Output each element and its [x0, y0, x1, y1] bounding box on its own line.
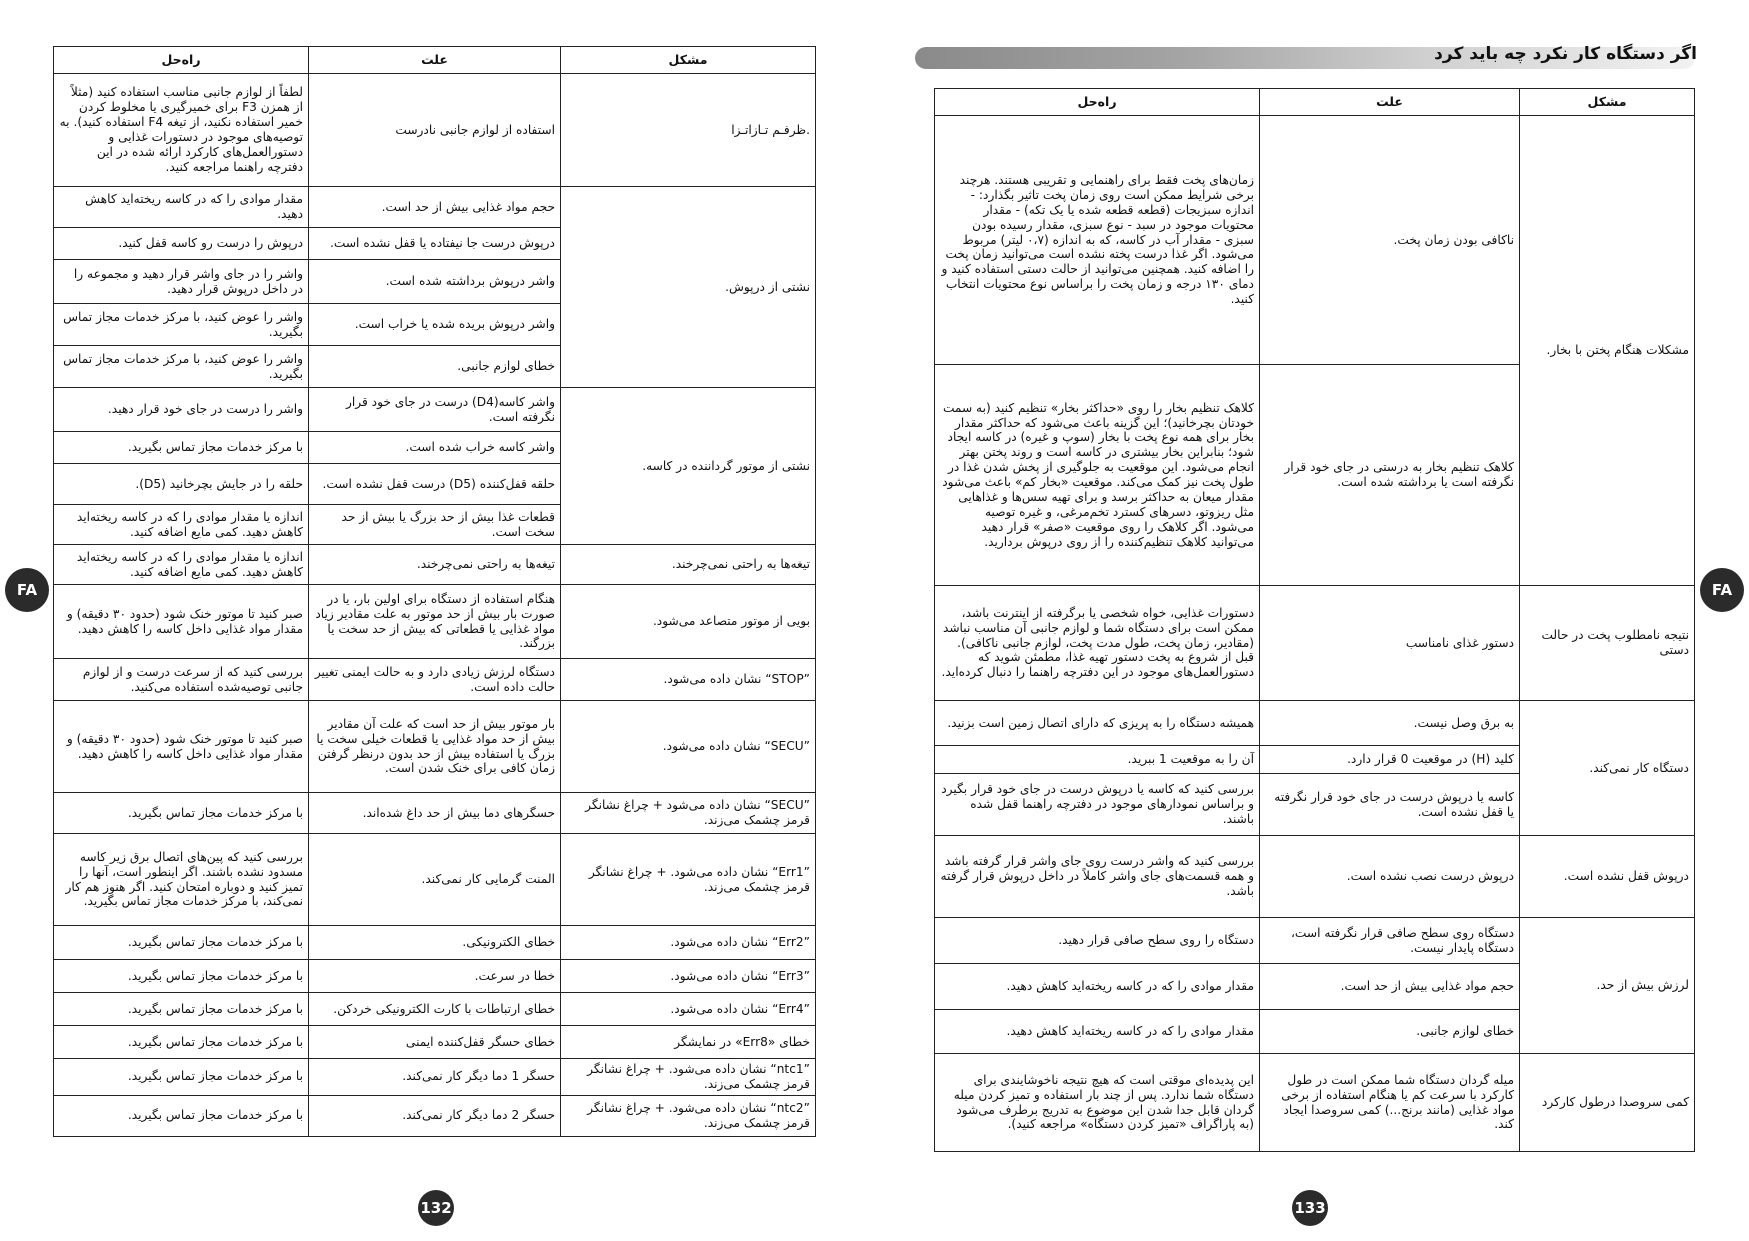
cause-cell: به برق وصل نیست.: [1260, 701, 1520, 746]
cause-cell: میله گردان دستگاه شما ممکن است در طول کارکرد با سرعت کم یا هنگام استفاده از برخی مواد غذایی (مانند برنج...) کمی سروصدا ایجاد کند.: [1260, 1054, 1520, 1152]
cause-cell: واشر درپوش بریده شده یا خراب است.: [309, 304, 561, 346]
problem-cell: خطای «Err8» در نمایشگر: [561, 1026, 816, 1059]
solution-cell: کلاهک تنظیم بخار را روی «حداکثر بخار» تنظیم کنید (به سمت خودتان بچرخانید)؛ این گزینه باعث می‌شود که حداکثر مقدار بخار برای همه نوع پخت با بخار (سوپ و غیره) در کاسه ایجاد شود؛ بنابراین بخار بیشتری در کاسه است و روند پختن بهتر انجام می‌شود. این موقعیت به جلوگیری از پخش شدن غذا در طول پخت نیز کمک می‌کند. موقعیت «بخار کم» باعث می‌شود مقدار میعان به حداکثر برسد و برای تهیه سس‌ها و غذاهایی مثل ریزوتو، دسرهای کسترد تخم‌مرغی، و غیره توصیه می‌شود. اگر کلاهک را روی موقعیت «صفر» قرار دهید می‌توانید کلاهک تنظیم‌کننده را از روی درپوش بردارید.: [935, 365, 1260, 586]
solution-cell: دستورات غذایی، خواه شخصی یا برگرفته از اینترنت باشد، ممکن است برای دستگاه شما و لوازم جانبی آن مناسب نباشد (مقادیر، زمان پخت، طول مدت پخت، لوازم جانبی ناکافی). قبل از شروع به پخت دستور تهیه غذا، مطمئن شوید که دستورالعمل‌های موجود در این دفترچه راهنما را دنبال کرده‌اید.: [935, 586, 1260, 701]
problem-cell: ”STOP“ نشان داده می‌شود.: [561, 659, 816, 701]
cause-cell: دستگاه لرزش زیادی دارد و به حالت ایمنی تغییر حالت داده است.: [309, 659, 561, 701]
problem-cell: .ظرفـم تـازاتـزا: [561, 74, 816, 187]
cause-cell: حجم مواد غذایی بیش از حد است.: [1260, 964, 1520, 1010]
table-row: [54, 1095, 816, 1136]
cause-cell: ناکافی بودن زمان پخت.: [1260, 116, 1520, 365]
solution-cell: لطفاً از لوازم جانبی مناسب استفاده کنید (مثلاً از همزن F3 برای خمیرگیری یا مخلوط کردن خمیر استفاده نکنید، از تیغه F4 استفاده کنید). به توصیه‌های موجود در دستورات غذایی و دستورالعمل‌های کارکرد ارائه شده در این دفترچه راهنما مراجعه کنید.: [54, 74, 309, 187]
problem-cell: ”Err3“ نشان داده می‌شود.: [561, 960, 816, 993]
cause-cell: خطای ارتباطات با کارت الکترونیکی خردکن.: [309, 993, 561, 1026]
cause-cell: خطای حسگر قفل‌کننده ایمنی: [309, 1026, 561, 1059]
solution-cell: واشر را عوض کنید، با مرکز خدمات مجاز تماس بگیرید.: [54, 346, 309, 388]
header-problem: مشکل: [561, 47, 816, 74]
solution-cell: حلقه را در جایش بچرخانید (D5).: [54, 464, 309, 505]
solution-cell: با مرکز خدمات مجاز تماس بگیرید.: [54, 993, 309, 1026]
solution-cell: با مرکز خدمات مجاز تماس بگیرید.: [54, 1059, 309, 1096]
cause-cell: المنت گرمایی کار نمی‌کند.: [309, 834, 561, 926]
page-title: اگر دستگاه کار نکرد چه باید کرد: [1434, 44, 1697, 64]
table-row: [54, 926, 816, 960]
solution-cell: مقدار موادی را که در کاسه ریخته‌اید کاهش دهید.: [54, 187, 309, 228]
cause-cell: حسگر 1 دما دیگر کار نمی‌کند.: [309, 1059, 561, 1096]
solution-cell: صبر کنید تا موتور خنک شود (حدود ۳۰ دقیقه) و مقدار مواد غذایی داخل کاسه را کاهش دهید.: [54, 701, 309, 793]
table-row: [54, 545, 816, 585]
header-cause: علت: [309, 47, 561, 74]
solution-cell: درپوش را درست رو کاسه قفل کنید.: [54, 228, 309, 260]
solution-cell: زمان‌های پخت فقط برای راهنمایی و تقریبی هستند. هرچند برخی شرایط ممکن است روی زمان پخت تاثیر بگذارد: - اندازه سبزیجات (قطعه قطعه شده یا یک تکه) - مقدار محتویات موجود در سبد - نوع سبزی، مقدار رسیده بودن سبزی - مقدار آب در کاسه، که به اندازه (۰،۷ لیتر) مربوط می‌شود. اگر غذا درست پخته نشده است می‌توانید زمان پخت را اضافه کنید. همچنین می‌توانید از حالت دستی استفاده کنید و دمای ۱۳۰ درجه و زمان پخت را براساس نوع محتویات انتخاب کنید.: [935, 116, 1260, 365]
cause-cell: قطعات غذا بیش از حد بزرگ یا بیش از حد سخت است.: [309, 505, 561, 545]
solution-cell: مقدار موادی را که در کاسه ریخته‌اید کاهش دهید.: [935, 1010, 1260, 1054]
cause-cell: خطای لوازم جانبی.: [309, 346, 561, 388]
solution-cell: مقدار موادی را که در کاسه ریخته‌اید کاهش دهید.: [935, 964, 1260, 1010]
cause-cell: درپوش درست نصب نشده است.: [1260, 836, 1520, 918]
cause-cell: حلقه قفل‌کننده (D5) درست قفل نشده است.: [309, 464, 561, 505]
solution-cell: واشر را عوض کنید، با مرکز خدمات مجاز تماس بگیرید.: [54, 304, 309, 346]
cause-cell: کاسه یا درپوش درست در جای خود قرار نگرفته یا قفل نشده است.: [1260, 774, 1520, 836]
cause-cell: واشر کاسه خراب شده است.: [309, 432, 561, 464]
solution-cell: آن را به موقعیت 1 ببرید.: [935, 746, 1260, 774]
header-solution: راه‌حل: [935, 89, 1260, 116]
header-cause: علت: [1260, 89, 1520, 116]
solution-cell: دستگاه را روی سطح صافی قرار دهید.: [935, 918, 1260, 964]
solution-cell: با مرکز خدمات مجاز تماس بگیرید.: [54, 432, 309, 464]
table-row: [935, 918, 1695, 964]
problem-cell: مشکلات هنگام پختن با بخار.: [1520, 116, 1695, 586]
table-row: [54, 74, 816, 187]
solution-cell: واشر را در جای واشر قرار دهید و مجموعه را در داخل درپوش قرار دهید.: [54, 260, 309, 304]
table-header-row: [54, 47, 816, 74]
cause-cell: درپوش درست جا نیفتاده یا قفل نشده است.: [309, 228, 561, 260]
table-row: [54, 701, 816, 793]
solution-cell: اندازه یا مقدار موادی را که در کاسه ریخته‌اید کاهش دهید. کمی مایع اضافه کنید.: [54, 505, 309, 545]
table-row: [54, 1026, 816, 1059]
solution-cell: با مرکز خدمات مجاز تماس بگیرید.: [54, 926, 309, 960]
cause-cell: استفاده از لوازم جانبی نادرست: [309, 74, 561, 187]
right-troubleshooting-table: [934, 88, 1695, 1152]
problem-cell: ”ntc1“ نشان داده می‌شود. + چراغ نشانگر قرمز چشمک می‌زند.: [561, 1059, 816, 1096]
cause-cell: کلید (H) در موقعیت 0 قرار دارد.: [1260, 746, 1520, 774]
cause-cell: واشر درپوش برداشته شده است.: [309, 260, 561, 304]
solution-cell: با مرکز خدمات مجاز تماس بگیرید.: [54, 960, 309, 993]
problem-cell: درپوش قفل نشده است.: [1520, 836, 1695, 918]
table-row: [935, 701, 1695, 746]
table-row: [935, 1054, 1695, 1152]
problem-cell: تیغه‌ها به راحتی نمی‌چرخند.: [561, 545, 816, 585]
problem-cell: ”SECU“ نشان داده می‌شود.: [561, 701, 816, 793]
cause-cell: حسگرهای دما بیش از حد داغ شده‌اند.: [309, 793, 561, 834]
solution-cell: همیشه دستگاه را به پریزی که دارای اتصال زمین است بزنید.: [935, 701, 1260, 746]
cause-cell: حسگر 2 دما دیگر کار نمی‌کند.: [309, 1095, 561, 1136]
table-row: [935, 836, 1695, 918]
problem-cell: بویی از موتور متصاعد می‌شود.: [561, 585, 816, 659]
problem-cell: ”Err4“ نشان داده می‌شود.: [561, 993, 816, 1026]
problem-cell: ”ntc2“ نشان داده می‌شود. + چراغ نشانگر قرمز چشمک می‌زند.: [561, 1095, 816, 1136]
cause-cell: حجم مواد غذایی بیش از حد است.: [309, 187, 561, 228]
table-row: [54, 993, 816, 1026]
problem-cell: کمی سروصدا درطول کارکرد: [1520, 1054, 1695, 1152]
solution-cell: واشر را درست در جای خود قرار دهید.: [54, 388, 309, 432]
table-row: [935, 116, 1695, 365]
table-row: [54, 793, 816, 834]
cause-cell: کلاهک تنظیم بخار به درستی در جای خود قرار نگرفته است یا برداشته شده است.: [1260, 365, 1520, 586]
left-troubleshooting-table: [53, 46, 816, 1137]
problem-cell: دستگاه کار نمی‌کند.: [1520, 701, 1695, 836]
problem-cell: نتیجه نامطلوب پخت در حالت دستی: [1520, 586, 1695, 701]
problem-cell: ”Err2“ نشان داده می‌شود.: [561, 926, 816, 960]
left-page: [0, 0, 874, 1241]
cause-cell: خطای الکترونیکی.: [309, 926, 561, 960]
header-problem: مشکل: [1520, 89, 1695, 116]
table-row: [54, 834, 816, 926]
cause-cell: هنگام استفاده از دستگاه برای اولین بار، یا در صورت بار بیش از حد موتور به علت مقادیر زیاد مواد غذایی یا قطعاتی که بیش از حد سخت یا بزرگند.: [309, 585, 561, 659]
solution-cell: صبر کنید تا موتور خنک شود (حدود ۳۰ دقیقه) و مقدار مواد غذایی داخل کاسه را کاهش دهید.: [54, 585, 309, 659]
cause-cell: تیغه‌ها به راحتی نمی‌چرخند.: [309, 545, 561, 585]
language-badge-fa: FA: [5, 568, 49, 612]
solution-cell: بررسی کنید که کاسه یا درپوش درست در جای خود قرار بگیرد و براساس نمودارهای موجود در دفترچه راهنما قفل شده باشند.: [935, 774, 1260, 836]
header-solution: راه‌حل: [54, 47, 309, 74]
problem-cell: لرزش بیش از حد.: [1520, 918, 1695, 1054]
problem-cell: نشتی از درپوش.: [561, 187, 816, 388]
table-row: [54, 187, 816, 228]
solution-cell: بررسی کنید که پین‌های اتصال برق زیر کاسه مسدود نشده باشند. اگر اینطور است، آنها را تمیز کنید و دوباره امتحان کنید. اگر هنوز هم کار نمی‌کند، با مرکز خدمات مجاز تماس بگیرید.: [54, 834, 309, 926]
page-number: 132: [418, 1190, 454, 1226]
problem-cell: ”Err1“ نشان داده می‌شود. + چراغ نشانگر قرمز چشمک می‌زند.: [561, 834, 816, 926]
right-page: [874, 0, 1749, 1241]
cause-cell: واشر کاسه(D4) درست در جای خود قرار نگرفته است.: [309, 388, 561, 432]
table-row: [935, 586, 1695, 701]
table-header-row: [935, 89, 1695, 116]
cause-cell: دستور غذای نامناسب: [1260, 586, 1520, 701]
table-row: [54, 585, 816, 659]
solution-cell: با مرکز خدمات مجاز تماس بگیرید.: [54, 793, 309, 834]
page-number: 133: [1292, 1190, 1328, 1226]
cause-cell: خطا در سرعت.: [309, 960, 561, 993]
table-row: [54, 960, 816, 993]
table-row: [54, 1059, 816, 1096]
cause-cell: دستگاه روی سطح صافی قرار نگرفته است، دستگاه پایدار نیست.: [1260, 918, 1520, 964]
cause-cell: بار موتور بیش از حد است که علت آن مقادیر بیش از حد مواد غذایی یا قطعات خیلی سخت یا بزرگ یا استفاده بیش از حد بدون درنظر گرفتن زمان کافی برای خنک شدن است.: [309, 701, 561, 793]
table-row: [54, 659, 816, 701]
solution-cell: بررسی کنید که واشر درست روی جای واشر قرار گرفته باشد و همه قسمت‌های جای واشر کاملاً در داخل درپوش قرار گرفته باشد.: [935, 836, 1260, 918]
problem-cell: ”SECU“ نشان داده می‌شود + چراغ نشانگر قرمز چشمک می‌زند.: [561, 793, 816, 834]
solution-cell: اندازه یا مقدار موادی را که در کاسه ریخته‌اید کاهش دهید. کمی مایع اضافه کنید.: [54, 545, 309, 585]
solution-cell: با مرکز خدمات مجاز تماس بگیرید.: [54, 1095, 309, 1136]
solution-cell: بررسی کنید که از سرعت درست و از لوازم جانبی توصیه‌شده استفاده می‌کنید.: [54, 659, 309, 701]
problem-cell: نشتی از موتور گرداننده در کاسه.: [561, 388, 816, 545]
cause-cell: خطای لوازم جانبی.: [1260, 1010, 1520, 1054]
solution-cell: این پدیده‌ای موقتی است که هیچ نتیجه ناخوشایندی برای دستگاه شما ندارد. پس از چند بار استفاده و تمیز کردن میله گردان قابل جدا شدن این موضوع به تدریج برطرف می‌شود (به پاراگراف «تمیز کردن دستگاه» مراجعه کنید).: [935, 1054, 1260, 1152]
solution-cell: با مرکز خدمات مجاز تماس بگیرید.: [54, 1026, 309, 1059]
language-badge-fa: FA: [1700, 568, 1744, 612]
table-row: [54, 388, 816, 432]
